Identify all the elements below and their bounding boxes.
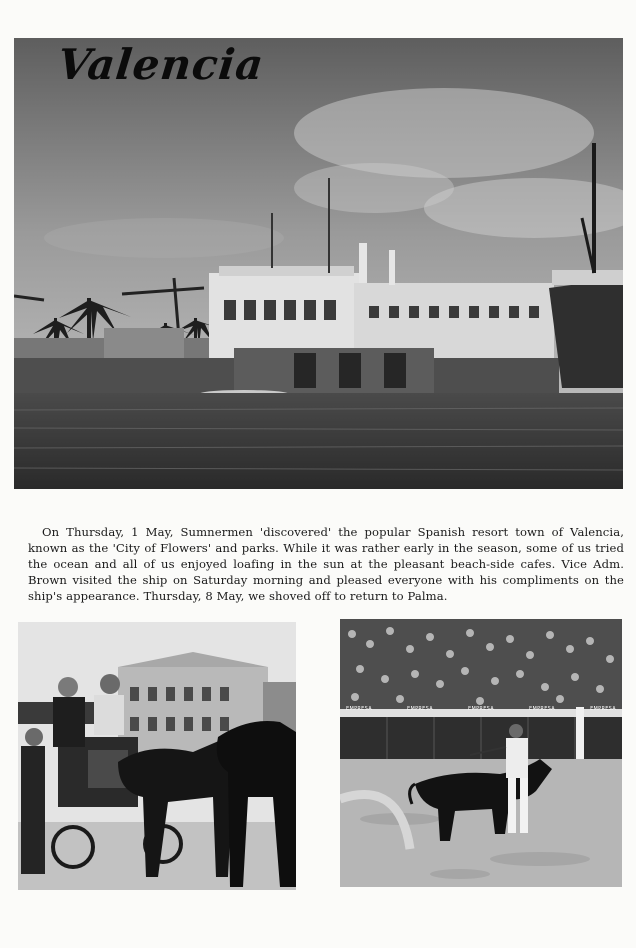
page-title: Valencia [55,40,267,89]
banner-text: EMPRESA [346,706,372,712]
bullring-banner [346,706,616,712]
horse-carriage-photo [18,622,296,890]
valencia-harbor-photo [14,38,623,489]
banner-text: EMPRESA [468,706,494,712]
banner-text: EMPRESA [590,706,616,712]
article-caption: On Thursday, 1 May, Sumnermen 'discovered' the popular Spanish resort town of Valencia, known as the 'City of Flowers' and parks. While it was rather early in the season, some of us tried the ocean and all of us enjoyed loafing in the sun at the pleasant beach-side cafes. Vice Adm. Brown visited the ship on Saturday morning and pleased everyone with his compliments on the ship's appearance. Thursday, 8 May, we shoved off to return to Palma. [28,524,624,603]
banner-text: EMPRESA [407,706,433,712]
bullfight-photo [340,619,622,887]
banner-text: EMPRESA [529,706,555,712]
